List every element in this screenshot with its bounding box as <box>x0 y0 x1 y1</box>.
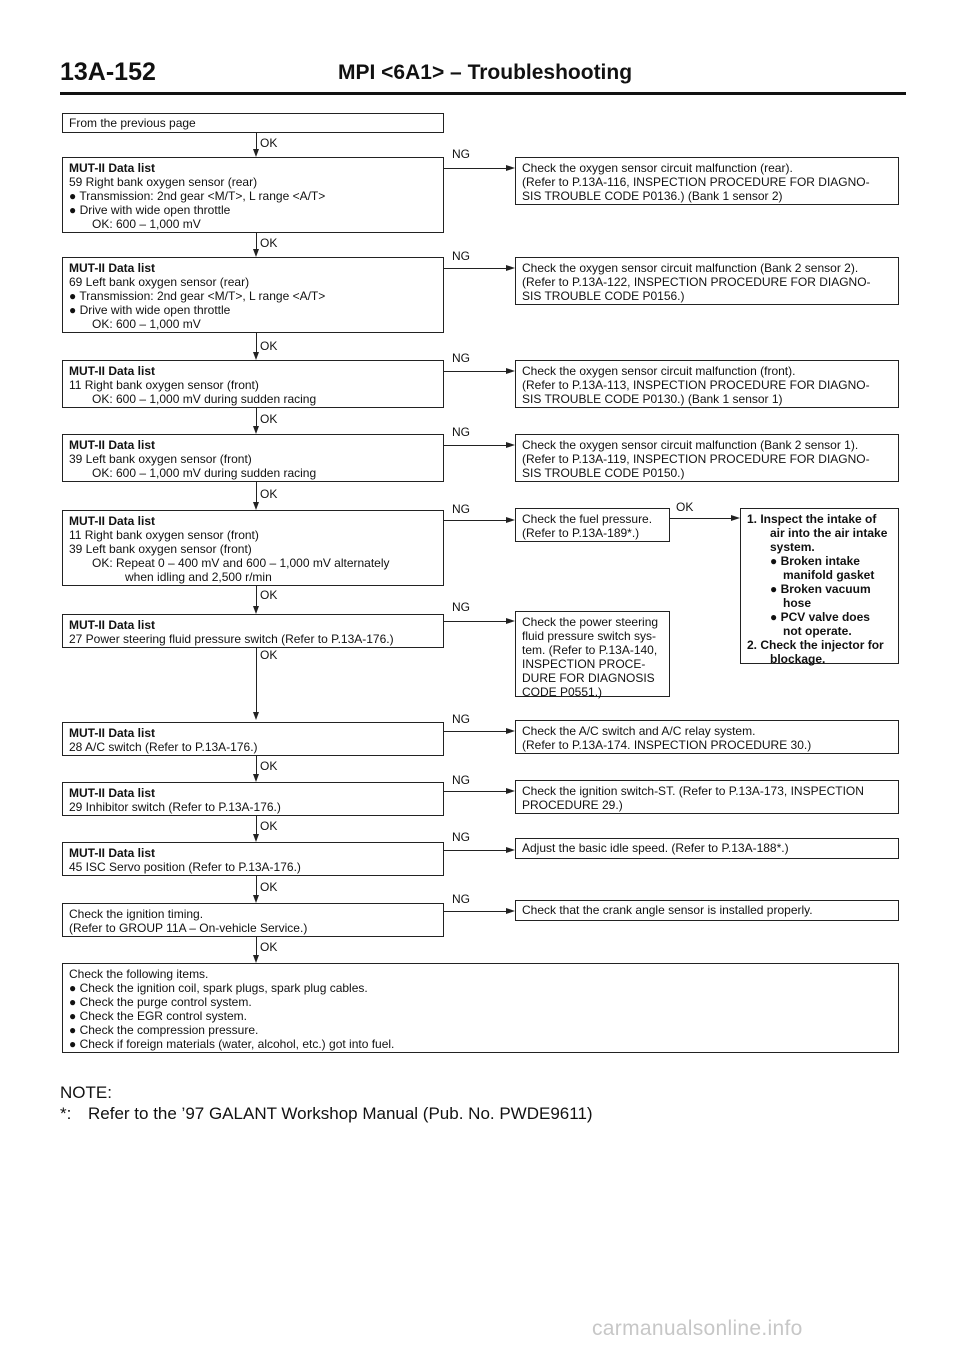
connector <box>256 133 257 149</box>
page-number: 13A-152 <box>60 58 156 86</box>
ok-label: OK <box>260 412 278 426</box>
step-1-box: MUT-II Data list 59 Right bank oxygen sensor (rear) ● Transmission: 2nd gear <M/T>, L range <A/T> ● Drive with wide open throttle OK: 600 – 1,000 mV <box>62 157 444 233</box>
ok-label: OK <box>260 339 278 353</box>
ok-connector <box>670 518 732 519</box>
ng-label: NG <box>452 351 470 365</box>
ng-connector <box>444 445 508 446</box>
ng-label: NG <box>452 830 470 844</box>
ng-connector <box>444 520 508 521</box>
ng-label: NG <box>452 712 470 726</box>
down-arrow <box>253 774 259 782</box>
connector <box>256 586 257 606</box>
step-9-box: MUT-II Data list 45 ISC Servo position (Refer to P.13A-176.) <box>62 842 444 876</box>
ok-label: OK <box>260 136 278 150</box>
note-text: Refer to the ’97 GALANT Workshop Manual (Pub. No. PWDE9611) <box>88 1104 593 1123</box>
down-arrow <box>253 895 259 903</box>
step-6-result-box: Check the power steering fluid pressure switch sys- tem. (Refer to P.13A-140, INSPECTION PROCE- DURE FOR DIAGNOSIS CODE P0551.) <box>515 611 670 697</box>
down-arrow <box>253 249 259 257</box>
ng-connector <box>444 371 508 372</box>
ng-label: NG <box>452 502 470 516</box>
ok-label: OK <box>676 500 694 514</box>
ng-connector <box>444 731 508 732</box>
step-3-box: MUT-II Data list 11 Right bank oxygen sensor (front) OK: 600 – 1,000 mV during sudden racing <box>62 360 444 408</box>
connector <box>256 937 257 955</box>
step-5-box: MUT-II Data list 11 Right bank oxygen sensor (front) 39 Left bank oxygen sensor (front) OK: Repeat 0 – 400 mV and 600 – 1,000 mV alternately when idling and 2,500 r/min <box>62 510 444 586</box>
ng-label: NG <box>452 147 470 161</box>
down-arrow <box>253 502 259 510</box>
connector <box>256 233 257 249</box>
down-arrow <box>253 352 259 360</box>
step-8-result-box: Check the ignition switch-ST. (Refer to P.13A-173, INSPECTION PROCEDURE 29.) <box>515 780 899 814</box>
step-2-box: MUT-II Data list 69 Left bank oxygen sensor (rear) ● Transmission: 2nd gear <M/T>, L range <A/T> ● Drive with wide open throttle OK: 600 – 1,000 mV <box>62 257 444 333</box>
step-8-box: MUT-II Data list 29 Inhibitor switch (Refer to P.13A-176.) <box>62 782 444 816</box>
connector <box>256 333 257 352</box>
down-arrow <box>253 606 259 614</box>
connector <box>256 482 257 502</box>
ok-label: OK <box>260 236 278 250</box>
right-arrow <box>506 618 515 624</box>
step-7-box: MUT-II Data list 28 A/C switch (Refer to P.13A-176.) <box>62 722 444 756</box>
watermark: carmanualsonline.info <box>592 1317 803 1340</box>
intake-inspection-box: 1. Inspect the intake of air into the air intake system. ● Broken intake manifold gasket ● Broken vacuum hose ● PCV valve does not operate. 2. Check the injector for blockage. <box>740 508 899 664</box>
ng-connector <box>444 850 508 851</box>
step-10-box: Check the ignition timing. (Refer to GROUP 11A – On-vehicle Service.) <box>62 903 444 937</box>
step-10-result-box: Check that the crank angle sensor is installed properly. <box>515 900 899 921</box>
step-7-result-box: Check the A/C switch and A/C relay system. (Refer to P.13A-174. INSPECTION PROCEDURE 30.) <box>515 720 899 754</box>
connector <box>256 816 257 834</box>
right-arrow <box>506 517 515 523</box>
connector <box>256 756 257 774</box>
ok-label: OK <box>260 819 278 833</box>
right-arrow <box>506 442 515 448</box>
ok-label: OK <box>260 880 278 894</box>
down-arrow <box>253 426 259 434</box>
note-marker: *: <box>60 1104 72 1123</box>
connector <box>256 876 257 895</box>
step-4-result-box: Check the oxygen sensor circuit malfunction (Bank 2 sensor 1). (Refer to P.13A-119, INSPECTION PROCEDURE FOR DIAGNO- SIS TROUBLE CODE P0150.) <box>515 434 899 482</box>
connector <box>256 408 257 426</box>
right-arrow <box>731 515 740 521</box>
ok-label: OK <box>260 759 278 773</box>
ng-label: NG <box>452 773 470 787</box>
ng-connector <box>444 791 508 792</box>
note-heading: NOTE: <box>60 1083 112 1102</box>
ng-connector <box>444 268 508 269</box>
fuel-pressure-box: Check the fuel pressure. (Refer to P.13A-189*.) <box>515 508 670 542</box>
step-4-box: MUT-II Data list 39 Left bank oxygen sensor (front) OK: 600 – 1,000 mV during sudden racing <box>62 434 444 482</box>
final-check-box: Check the following items. ● Check the ignition coil, spark plugs, spark plug cables. ● Check the purge control system. ● Check the EGR control system. ● Check the compression pressure. ● Check if foreign materials (water, alcohol, etc.) got into fuel. <box>62 963 899 1053</box>
right-arrow <box>506 265 515 271</box>
step-9-result-box: Adjust the basic idle speed. (Refer to P.13A-188*.) <box>515 838 899 859</box>
step-2-result-box: Check the oxygen sensor circuit malfunction (Bank 2 sensor 2). (Refer to P.13A-122, INSPECTION PROCEDURE FOR DIAGNO- SIS TROUBLE CODE P0156.) <box>515 257 899 305</box>
down-arrow <box>253 149 259 157</box>
ok-label: OK <box>260 940 278 954</box>
connector <box>256 648 257 713</box>
down-arrow <box>253 955 259 963</box>
right-arrow <box>506 368 515 374</box>
right-arrow <box>506 847 515 853</box>
down-arrow <box>253 834 259 842</box>
ok-label: OK <box>260 487 278 501</box>
ng-label: NG <box>452 425 470 439</box>
right-arrow <box>506 165 515 171</box>
start-text: From the previous page <box>69 116 196 130</box>
right-arrow <box>506 788 515 794</box>
start-box <box>62 113 444 133</box>
step-3-result-box: Check the oxygen sensor circuit malfunction (front). (Refer to P.13A-113, INSPECTION PROCEDURE FOR DIAGNO- SIS TROUBLE CODE P0130.) (Bank 1 sensor 1) <box>515 360 899 408</box>
right-arrow <box>506 728 515 734</box>
ng-connector <box>444 621 508 622</box>
right-arrow <box>506 908 515 914</box>
ng-connector <box>444 168 508 169</box>
ng-label: NG <box>452 892 470 906</box>
ng-label: NG <box>452 600 470 614</box>
down-arrow <box>253 712 259 720</box>
ok-label: OK <box>260 648 278 662</box>
page-title: MPI <6A1> – Troubleshooting <box>338 61 633 84</box>
ng-connector <box>444 911 508 912</box>
step-6-box: MUT-II Data list 27 Power steering fluid pressure switch (Refer to P.13A-176.) <box>62 614 444 648</box>
ng-label: NG <box>452 249 470 263</box>
header-rule <box>60 92 906 95</box>
ok-label: OK <box>260 588 278 602</box>
step-1-result-box: Check the oxygen sensor circuit malfunction (rear). (Refer to P.13A-116, INSPECTION PROCEDURE FOR DIAGNO- SIS TROUBLE CODE P0136.) (Bank 1 sensor 2) <box>515 157 899 205</box>
